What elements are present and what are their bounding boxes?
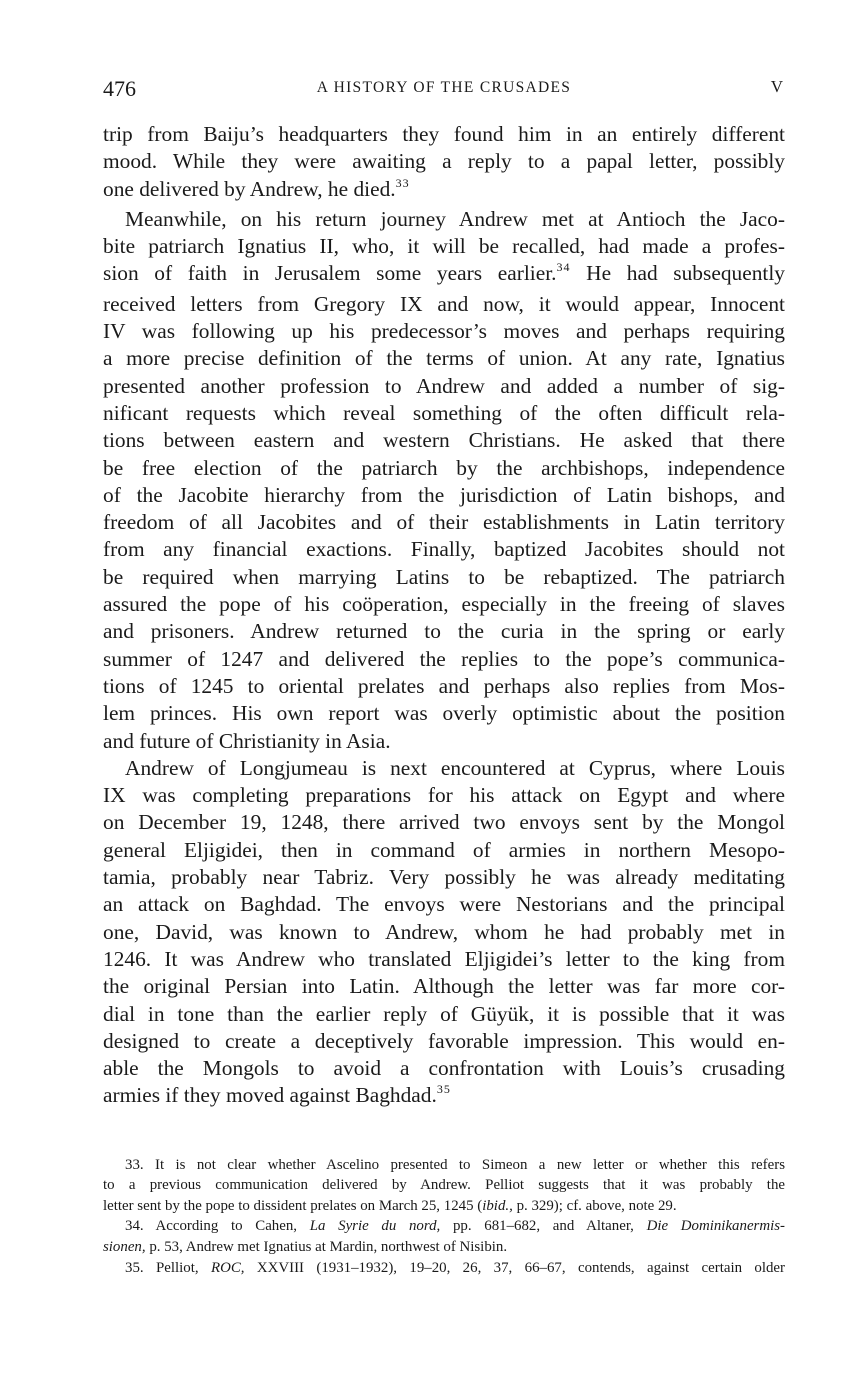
- text-line: of the Jacobite hierarchy from the jurisdiction of Latin bishops, and: [103, 482, 785, 507]
- text-fragment: pp. 681–682, and Altaner,: [440, 1218, 647, 1235]
- text-line: able the Mongols to avoid a confrontation with Louis’s crusading: [103, 1056, 785, 1081]
- text-fragment: XXVIII (1931–1932), 19–20, 26, 37, 66–67, contends, against certain older: [244, 1259, 785, 1276]
- text-line: general Eljigidei, then in command of armies in northern Mesopo-: [103, 837, 785, 862]
- footnotes: [103, 1155, 785, 1279]
- text-line: bite patriarch Ignatius II, who, it will be recalled, had made a profes-: [103, 234, 785, 259]
- text-line: presented another profession to Andrew and added a number of sig-: [103, 373, 785, 398]
- paragraph-2: [103, 206, 785, 755]
- note-ref-34: 34: [556, 260, 571, 275]
- text-line: 1246. It was Andrew who translated Eljigidei’s letter to the king from: [103, 946, 785, 971]
- text-fragment: 34. According to Cahen,: [125, 1218, 310, 1235]
- italic-fragment: ibid.,: [482, 1197, 513, 1214]
- text-line: assured the pope of his coöperation, especially in the freeing of slaves: [103, 592, 785, 617]
- text-line: Meanwhile, on his return journey Andrew met at Antioch the Jaco-: [125, 206, 785, 231]
- text-line: and prisoners. Andrew returned to the curia in the spring or early: [103, 619, 785, 644]
- text-line: an attack on Baghdad. The envoys were Nestorians and the principal: [103, 892, 785, 917]
- paragraph-3: [103, 755, 785, 1113]
- footnote-35: [103, 1258, 785, 1279]
- text-fragment: one delivered by Andrew, he died.: [103, 176, 396, 201]
- text-line: [103, 1196, 785, 1217]
- page-number: 476: [103, 76, 136, 101]
- note-ref-35: 35: [436, 1082, 451, 1097]
- text-line: a more precise definition of the terms of union. At any rate, Ignatius: [103, 346, 785, 371]
- text-line: tions between eastern and western Christians. He asked that there: [103, 428, 785, 453]
- text-fragment: letter sent by the pope to dissident prelates on March 25, 1245 (: [103, 1197, 483, 1214]
- text-line: Andrew of Longjumeau is next encountered at Cyprus, where Louis: [125, 755, 785, 780]
- text-line: tamia, probably near Tabriz. Very possibly he was already meditating: [103, 865, 785, 890]
- text-line: [103, 176, 785, 206]
- text-fragment: armies if they moved against Baghdad.: [103, 1083, 437, 1108]
- text-line: mood. While they were awaiting a reply to a papal letter, possibly: [103, 149, 785, 174]
- running-head: [103, 72, 785, 102]
- text-line: [103, 260, 785, 290]
- page: [103, 72, 785, 1278]
- text-fragment: He had subsequently: [570, 261, 785, 286]
- body-text: [103, 121, 785, 1113]
- text-line: received letters from Gregory IX and now, it would appear, Innocent: [103, 291, 785, 316]
- text-line: and future of Christianity in Asia.: [103, 728, 391, 753]
- text-fragment: p. 53, Andrew met Ignatius at Mardin, northwest of Nisibin.: [145, 1239, 508, 1256]
- text-line: trip from Baiju’s headquarters they found him in an entirely different: [103, 122, 785, 146]
- text-line: dial in tone than the earlier reply of Güyük, it is possible that it was: [103, 1001, 785, 1026]
- note-ref-33: 33: [395, 175, 410, 190]
- text-line: one, David, was known to Andrew, whom he had probably met in: [103, 919, 785, 944]
- italic-fragment: La Syrie du nord,: [309, 1218, 441, 1235]
- text-line: [103, 1258, 785, 1279]
- part-number: V: [770, 77, 783, 96]
- text-line: [103, 1237, 785, 1258]
- text-line: from any financial exactions. Finally, baptized Jacobites should not: [103, 537, 785, 562]
- text-line: [103, 1082, 785, 1112]
- paragraph-1: [103, 121, 785, 206]
- running-title: A HISTORY OF THE CRUSADES: [316, 79, 572, 96]
- text-line: nificant requests which reveal something of the often difficult rela-: [103, 400, 785, 425]
- text-line: 33. It is not clear whether Ascelino presented to Simeon a new letter or whether this refers: [125, 1156, 785, 1173]
- text-line: the original Persian into Latin. Although the letter was far more cor-: [103, 974, 785, 999]
- text-line: lem princes. His own report was overly optimistic about the position: [103, 701, 785, 726]
- text-line: to a previous communication delivered by Andrew. Pelliot suggests that it was probably the: [103, 1177, 785, 1194]
- italic-fragment: ROC,: [210, 1259, 245, 1276]
- text-fragment: p. 329); cf. above, note 29.: [512, 1197, 677, 1214]
- text-line: freedom of all Jacobites and of their establishments in Latin territory: [103, 510, 785, 535]
- text-line: IV was following up his predecessor’s moves and perhaps requiring: [103, 319, 785, 344]
- italic-fragment: sionen,: [103, 1239, 146, 1256]
- text-line: tions of 1245 to oriental prelates and perhaps also replies from Mos-: [103, 673, 785, 698]
- italic-fragment: Die Dominikanermis-: [646, 1218, 785, 1235]
- footnote-33: [103, 1155, 785, 1217]
- text-line: summer of 1247 and delivered the replies to the pope’s communica-: [103, 646, 785, 671]
- text-fragment: sion of faith in Jerusalem some years earlier.: [103, 261, 557, 286]
- text-line: [103, 1216, 785, 1237]
- text-line: designed to create a deceptively favorable impression. This would en-: [103, 1028, 785, 1053]
- footnote-34: [103, 1216, 785, 1257]
- text-fragment: 35. Pelliot,: [125, 1259, 211, 1276]
- text-line: IX was completing preparations for his attack on Egypt and where: [103, 783, 785, 808]
- text-line: be free election of the patriarch by the archbishops, independence: [103, 455, 785, 480]
- text-line: on December 19, 1248, there arrived two envoys sent by the Mongol: [103, 810, 785, 835]
- text-line: be required when marrying Latins to be rebaptized. The patriarch: [103, 564, 785, 589]
